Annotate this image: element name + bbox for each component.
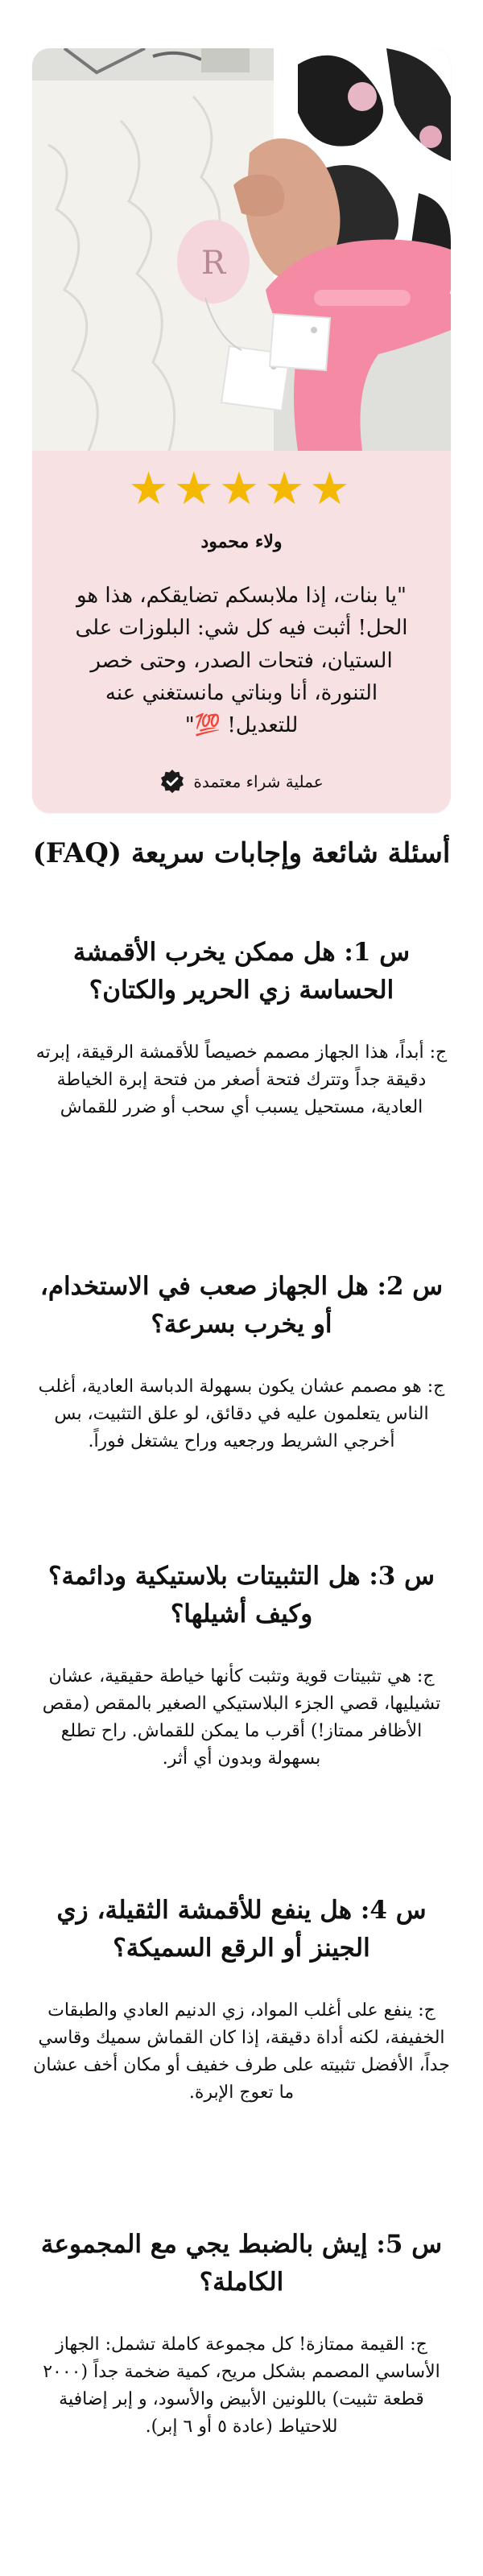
review-text: "يا بنات، إذا ملابسكم تضايقكم، هذا هو الحل! أثبت فيه كل شي: البلوزات على الستيان، فتحات الصدر، وحتى خصر التنورة، أنا وبناتي مانستغني عنه للتعديل! 💯" xyxy=(75,584,408,738)
faq-question: س 3: هل التثبيتات بلاستيكية ودائمة؟ وكيف أشيلها؟ xyxy=(47,1562,436,1629)
faq-title: أسئلة شائعة وإجابات سريعة (FAQ) xyxy=(32,837,451,869)
faq-item xyxy=(32,934,451,1121)
faq-answer: ج: هي تثبيتات قوية وتثبت كأنها خياطة حقيقية، عشان تشيليها، قصي الجزء البلاستيكي الصغير بالمقص (مقص الأظافر ممتاز!) أقرب ما يمكن للقماش. راح تطلع بسهولة وبدون أي أثر. xyxy=(42,1666,441,1769)
faq-question: س 5: إيش بالضبط يجي مع المجموعة الكاملة؟ xyxy=(40,2230,443,2297)
svg-text:R: R xyxy=(200,245,226,282)
faq-item xyxy=(32,1268,451,1455)
faq-question: س 1: هل ممكن يخرب الأقمشة الحساسة زي الحرير والكتان؟ xyxy=(72,938,411,1005)
rating-stars: ★★★★★ xyxy=(128,463,355,515)
faq-answer: ج: ينفع على أغلب المواد، زي الدنيم العادي والطبقات الخفيفة، لكنه أداة دقيقة، إذا كان القماش سميك وقاسي جداً، الأفضل تثبيته على طرف خفيف أو مكان أخف عشان ما تعوج الإبرة. xyxy=(33,2000,450,2103)
faq-item xyxy=(32,1558,451,1773)
faq-item xyxy=(32,2226,451,2441)
reviewer-name: ولاء محمود xyxy=(200,531,283,552)
review-card xyxy=(32,48,451,813)
verified-badge-icon xyxy=(159,769,185,795)
faq-answer: ج: هو مصمم عشان يكون بسهولة الدباسة العادية، أغلب الناس يتعلمون عليه في دقائق، لو علق التثبيت، بس أخرجي الشريط ورجعيه وراح يشتغل فوراً. xyxy=(38,1377,445,1452)
faq-item xyxy=(32,1892,451,2107)
verified-purchase xyxy=(32,769,451,795)
review-photo xyxy=(32,48,451,451)
faq-answer: ج: أبداً، هذا الجهاز مصمم خصيصاً للأقمشة الرقيقة، إبرته دقيقة جداً وتترك فتحة أصغر من فتحة إبرة الخياطة العادية، مستحيل يسبب أي سحب أو ضرر للقماش xyxy=(35,1042,448,1118)
verified-label: عملية شراء معتمدة xyxy=(193,772,324,791)
faq-answer: ج: القيمة ممتازة! كل مجموعة كاملة تشمل: الجهاز الأساسي المصمم بشكل مريح، كمية ضخمة جداً (٢٠٠٠ قطعة تثبيت) باللونين الأبيض والأسود، و إبر إضافية للاحتياط (عادة ٥ أو ٦ إبر). xyxy=(43,2334,440,2438)
faq-question: س 4: هل ينفع للأقمشة الثقيلة، زي الجينز أو الرقع السميكة؟ xyxy=(56,1896,427,1963)
faq-question: س 2: هل الجهاز صعب في الاستخدام، أو يخرب بسرعة؟ xyxy=(39,1272,444,1339)
